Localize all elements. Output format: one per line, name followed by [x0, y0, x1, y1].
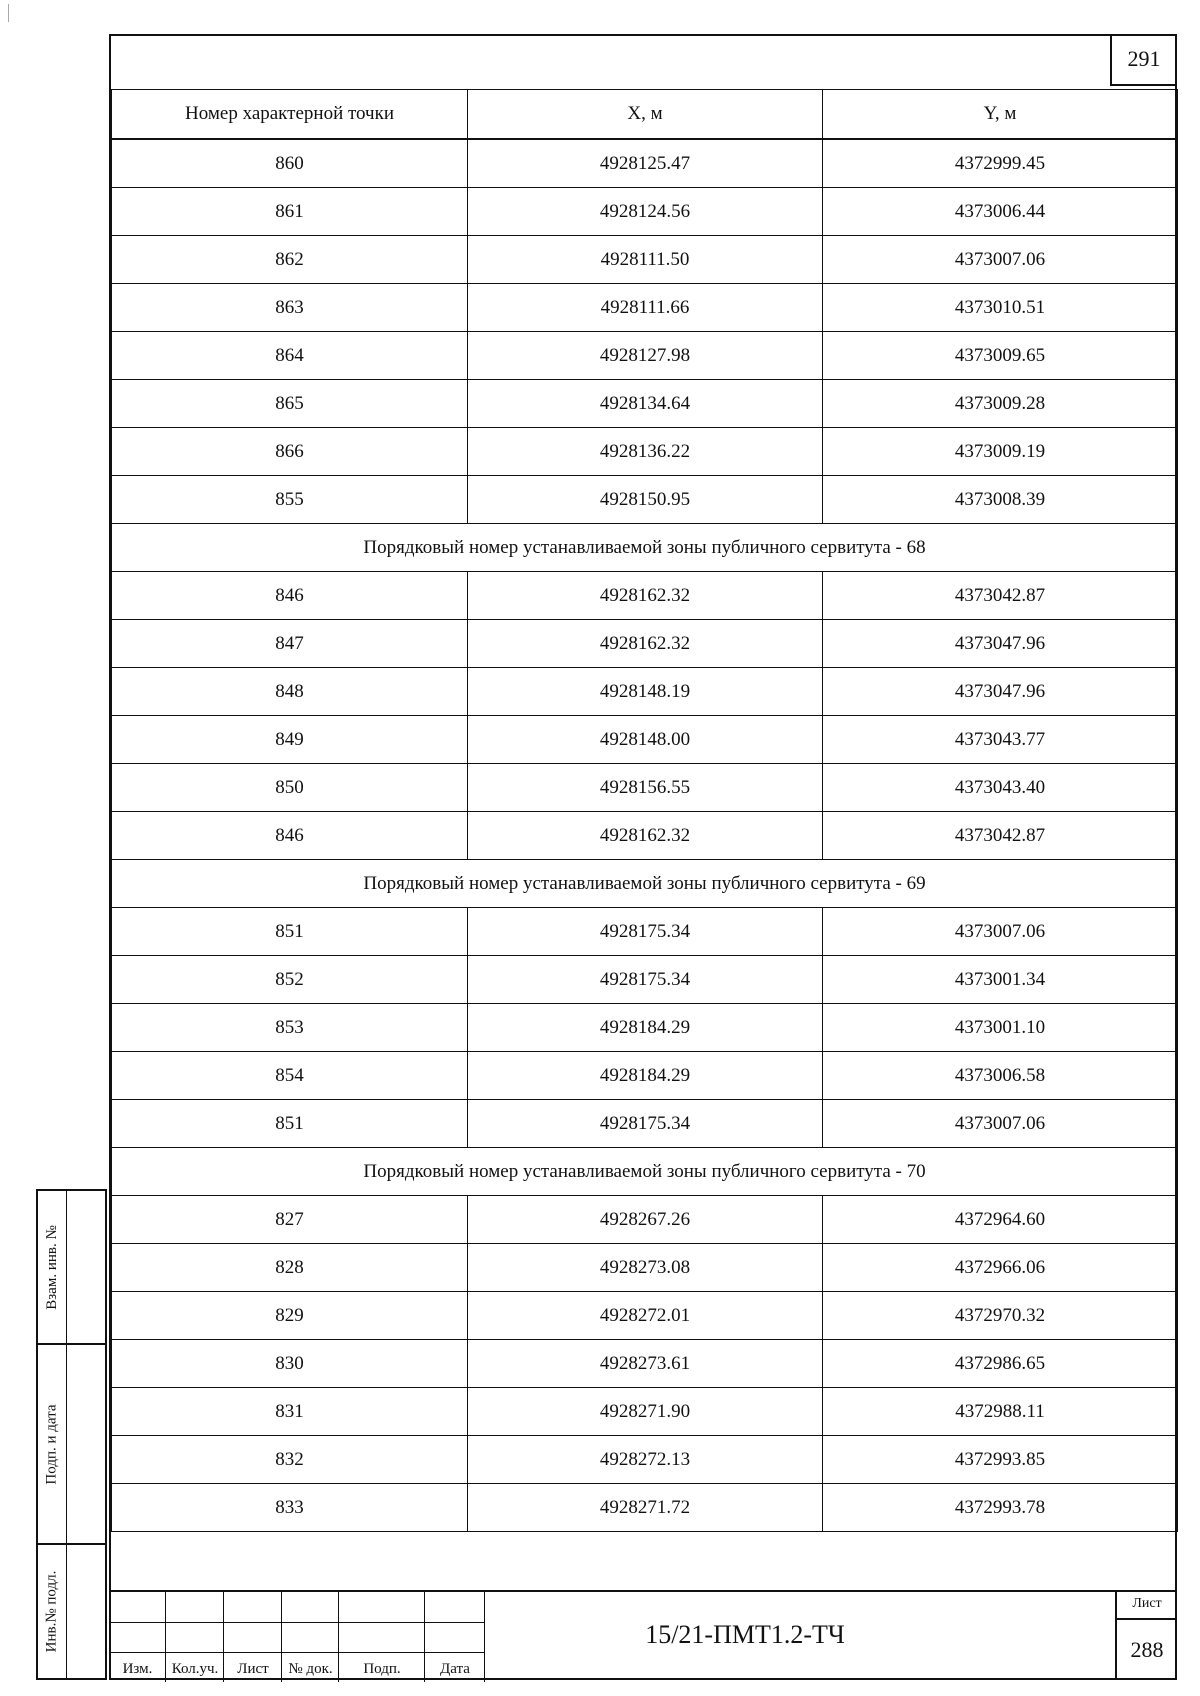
header-x: X, м: [468, 90, 823, 140]
x-coordinate-cell: 4928124.56: [468, 188, 823, 236]
x-coordinate-cell: 4928267.26: [468, 1196, 823, 1244]
y-coordinate-cell: 4373007.06: [823, 908, 1178, 956]
y-coordinate-cell: 4373010.51: [823, 284, 1178, 332]
side-box-signature-date: [36, 1343, 107, 1545]
table-header-row: [112, 90, 1178, 140]
point-number-cell: 851: [112, 1100, 468, 1148]
zone-title: Порядковый номер устанавливаемой зоны публичного сервитута - 68: [112, 524, 1178, 572]
x-coordinate-cell: 4928156.55: [468, 764, 823, 812]
table-row: [112, 668, 1178, 716]
table-row: [112, 716, 1178, 764]
zone-title-row: [112, 524, 1178, 572]
side-label-signature-date: Подп. и дата: [43, 1403, 60, 1485]
x-coordinate-cell: 4928162.32: [468, 572, 823, 620]
x-coordinate-cell: 4928127.98: [468, 332, 823, 380]
y-coordinate-cell: 4373009.28: [823, 380, 1178, 428]
point-number-cell: 861: [112, 188, 468, 236]
y-coordinate-cell: 4372988.11: [823, 1388, 1178, 1436]
stamp-col-change: Изм.: [122, 1661, 153, 1677]
table-row: [112, 908, 1178, 956]
y-coordinate-cell: 4372993.85: [823, 1436, 1178, 1484]
table-row: [112, 1388, 1178, 1436]
table-row: [112, 188, 1178, 236]
x-coordinate-cell: 4928148.00: [468, 716, 823, 764]
y-coordinate-cell: 4372999.45: [823, 139, 1178, 188]
point-number-cell: 850: [112, 764, 468, 812]
y-coordinate-cell: 4373047.96: [823, 668, 1178, 716]
point-number-cell: 827: [112, 1196, 468, 1244]
table-row: [112, 1484, 1178, 1532]
x-coordinate-cell: 4928111.50: [468, 236, 823, 284]
point-number-cell: 852: [112, 956, 468, 1004]
table-row: [112, 1196, 1178, 1244]
table-row: [112, 1100, 1178, 1148]
zone-title-row: [112, 860, 1178, 908]
sheet-number: 288: [1130, 1637, 1164, 1662]
sheet-box: [1115, 1590, 1177, 1680]
y-coordinate-cell: 4372993.78: [823, 1484, 1178, 1532]
zone-title: Порядковый номер устанавливаемой зоны публичного сервитута - 69: [112, 860, 1178, 908]
table-row: [112, 1436, 1178, 1484]
x-coordinate-cell: 4928111.66: [468, 284, 823, 332]
table-row: [112, 284, 1178, 332]
header-y: Y, м: [823, 90, 1178, 140]
y-coordinate-cell: 4373008.39: [823, 476, 1178, 524]
sheet-label: Лист: [1117, 1590, 1177, 1620]
point-number-cell: 866: [112, 428, 468, 476]
x-coordinate-cell: 4928273.61: [468, 1340, 823, 1388]
table-row: [112, 620, 1178, 668]
y-coordinate-cell: 4373001.10: [823, 1004, 1178, 1052]
point-number-cell: 849: [112, 716, 468, 764]
y-coordinate-cell: 4373001.34: [823, 956, 1178, 1004]
x-coordinate-cell: 4928184.29: [468, 1004, 823, 1052]
point-number-cell: 864: [112, 332, 468, 380]
y-coordinate-cell: 4373007.06: [823, 236, 1178, 284]
x-coordinate-cell: 4928162.32: [468, 812, 823, 860]
point-number-cell: 846: [112, 812, 468, 860]
side-label-original-inv: Инв.№ подл.: [43, 1570, 60, 1653]
y-coordinate-cell: 4373006.58: [823, 1052, 1178, 1100]
table-row: [112, 1052, 1178, 1100]
table-row: [112, 1004, 1178, 1052]
x-coordinate-cell: 4928273.08: [468, 1244, 823, 1292]
point-number-cell: 846: [112, 572, 468, 620]
table-row: [112, 476, 1178, 524]
zone-title: Порядковый номер устанавливаемой зоны публичного сервитута - 70: [112, 1148, 1178, 1196]
point-number-cell: 831: [112, 1388, 468, 1436]
point-number-cell: 855: [112, 476, 468, 524]
table-row: [112, 236, 1178, 284]
table-row: [112, 1340, 1178, 1388]
x-coordinate-cell: 4928175.34: [468, 1100, 823, 1148]
table-row: [112, 1244, 1178, 1292]
page-number: 291: [1110, 34, 1176, 86]
point-number-cell: 828: [112, 1244, 468, 1292]
stamp-col-sheet: Лист: [237, 1661, 269, 1677]
side-box-replacement-inv: [36, 1189, 107, 1345]
point-number-cell: 854: [112, 1052, 468, 1100]
point-number-cell: 832: [112, 1436, 468, 1484]
table-row: [112, 812, 1178, 860]
y-coordinate-cell: 4372966.06: [823, 1244, 1178, 1292]
point-number-cell: 863: [112, 284, 468, 332]
stamp-col-doc-number: № док.: [288, 1661, 333, 1677]
x-coordinate-cell: 4928175.34: [468, 908, 823, 956]
point-number-cell: 862: [112, 236, 468, 284]
document-code: 15/21-ПМТ1.2-ТЧ: [645, 1620, 845, 1649]
x-coordinate-cell: 4928125.47: [468, 139, 823, 188]
point-number-cell: 833: [112, 1484, 468, 1532]
stamp-col-date: Дата: [440, 1661, 470, 1677]
x-coordinate-cell: 4928272.13: [468, 1436, 823, 1484]
side-box-original-inv: [36, 1543, 107, 1680]
x-coordinate-cell: 4928134.64: [468, 380, 823, 428]
y-coordinate-cell: 4372964.60: [823, 1196, 1178, 1244]
y-coordinate-cell: 4373043.40: [823, 764, 1178, 812]
stamp-col-signature: Подп.: [363, 1661, 401, 1677]
table-row: [112, 1292, 1178, 1340]
point-number-cell: 848: [112, 668, 468, 716]
zone-title-row: [112, 1148, 1178, 1196]
x-coordinate-cell: 4928272.01: [468, 1292, 823, 1340]
point-number-cell: 851: [112, 908, 468, 956]
side-label-replacement-inv: Взам. инв. №: [43, 1224, 60, 1310]
x-coordinate-cell: 4928162.32: [468, 620, 823, 668]
x-coordinate-cell: 4928150.95: [468, 476, 823, 524]
y-coordinate-cell: 4373047.96: [823, 620, 1178, 668]
table-row: [112, 380, 1178, 428]
y-coordinate-cell: 4373006.44: [823, 188, 1178, 236]
point-number-cell: 865: [112, 380, 468, 428]
header-point-number: Номер характерной точки: [112, 90, 468, 140]
y-coordinate-cell: 4373007.06: [823, 1100, 1178, 1148]
point-number-cell: 829: [112, 1292, 468, 1340]
point-number-cell: 830: [112, 1340, 468, 1388]
scan-margin-mark: [8, 4, 9, 22]
stamp-col-count: Кол.уч.: [171, 1661, 219, 1677]
y-coordinate-cell: 4372986.65: [823, 1340, 1178, 1388]
point-number-cell: 853: [112, 1004, 468, 1052]
table-row: [112, 572, 1178, 620]
coordinates-table: [111, 89, 1178, 1532]
table-row: [112, 764, 1178, 812]
table-row: [112, 332, 1178, 380]
y-coordinate-cell: 4373042.87: [823, 572, 1178, 620]
x-coordinate-cell: 4928175.34: [468, 956, 823, 1004]
table-row: [112, 956, 1178, 1004]
y-coordinate-cell: 4373043.77: [823, 716, 1178, 764]
x-coordinate-cell: 4928184.29: [468, 1052, 823, 1100]
y-coordinate-cell: 4373009.65: [823, 332, 1178, 380]
y-coordinate-cell: 4373042.87: [823, 812, 1178, 860]
x-coordinate-cell: 4928271.90: [468, 1388, 823, 1436]
table-row: [112, 428, 1178, 476]
x-coordinate-cell: 4928271.72: [468, 1484, 823, 1532]
x-coordinate-cell: 4928148.19: [468, 668, 823, 716]
x-coordinate-cell: 4928136.22: [468, 428, 823, 476]
point-number-cell: 860: [112, 139, 468, 188]
point-number-cell: 847: [112, 620, 468, 668]
y-coordinate-cell: 4373009.19: [823, 428, 1178, 476]
table-row: [112, 139, 1178, 188]
y-coordinate-cell: 4372970.32: [823, 1292, 1178, 1340]
